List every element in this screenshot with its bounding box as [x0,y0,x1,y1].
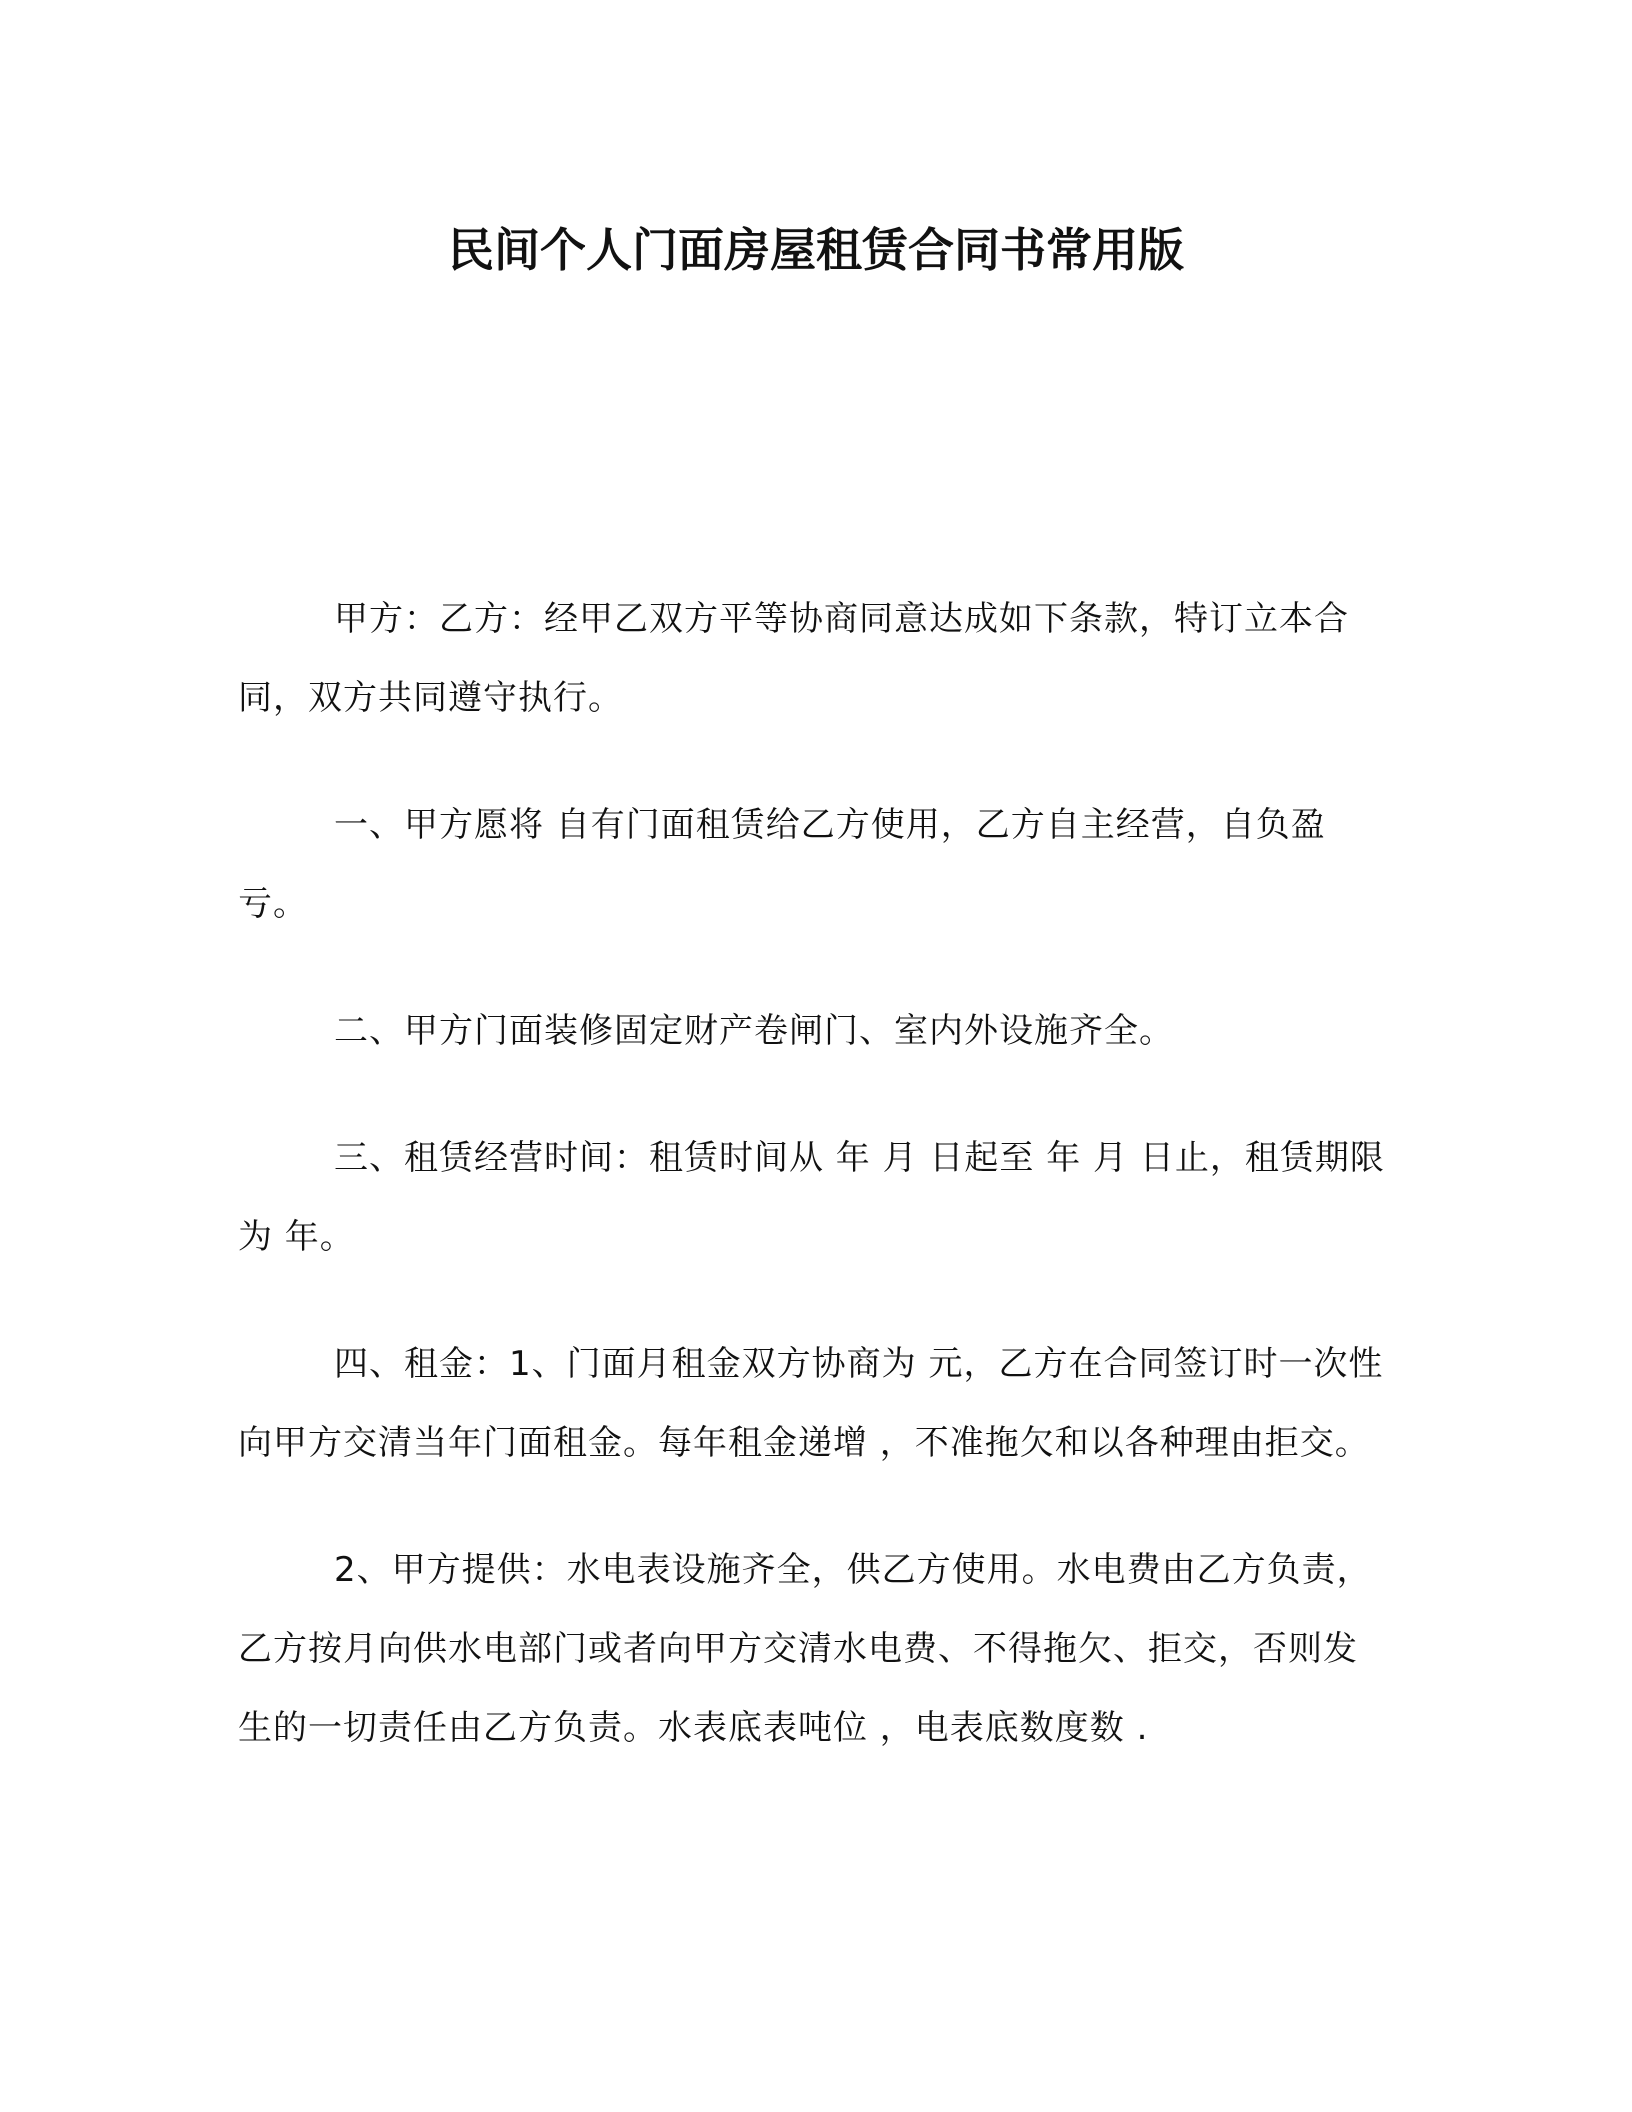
document-title: 民间个人门面房屋租赁合同书常用版 [448,223,1184,277]
document-body [238,580,1388,1816]
paragraph-clause-1: 一、甲方愿将 自有门面租赁给乙方使用，乙方自主经营，自负盈亏。 [238,805,1326,924]
paragraph-clause-4-2: 2、甲方提供：水电表设施齐全，供乙方使用。水电费由乙方负责，乙方按月向供水电部门或者向甲方交清水电费、不得拖欠、拒交，否则发生的一切责任由乙方负责。水表底表吨位 ，电表底数度数 . [238,1550,1372,1748]
paragraph-clause-3: 三、租赁经营时间：租赁时间从 年 月 日起至 年 月 日止，租赁期限为 年。 [238,1138,1385,1257]
paragraph-clause-4: 四、租金：1、门面月租金双方协商为 元，乙方在合同签订时一次性向甲方交清当年门面租金。每年租金递增 ，不准拖欠和以各种理由拒交。 [238,1344,1384,1463]
paragraph-clause-2: 二、甲方门面装修固定财产卷闸门、室内外设施齐全。 [334,1011,1174,1051]
paragraph-parties: 甲方：乙方：经甲乙双方平等协商同意达成如下条款，特订立本合同，双方共同遵守执行。 [238,599,1349,718]
